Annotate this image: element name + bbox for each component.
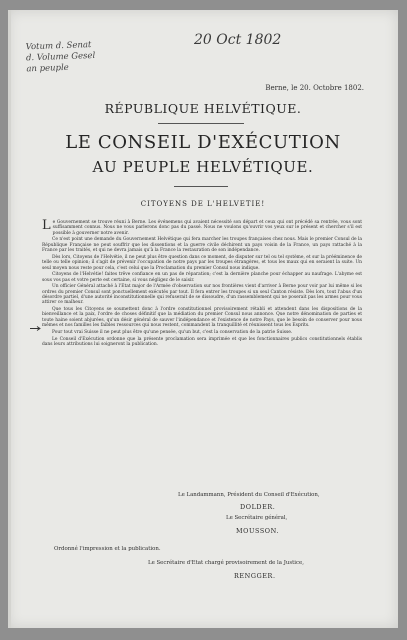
signature-title: Le Secrétaire général, [226, 515, 288, 521]
signature-name: MOUSSON. [236, 527, 280, 535]
signature-name: DOLDER. [240, 503, 276, 511]
signature-title: Le Secrétaire d'Etat chargé provisoirement de la Justice, [148, 560, 304, 566]
signature-title: Le Landammann, Président du Conseil d'Exécution, [178, 492, 320, 498]
paragraph: Que tous les Citoyens se soumettent donc à l'ordre constitutionnel provisoirement rétabli et attendent dans les dispositions de la bienveillance et la paix, l'ordre de choses définitif que la médiation du premier Consul nous annonce. Que notre dénomination de parties et toute haine soient abjurées, qu'un désir général de sauver l'indépendance et l'existence de notre Pays, que le besoin de conserver pour nous mêmes et nos familles les faibles ressources qui nous restent, commandent la tranquillité et réunissent tous les Esprits. [42, 307, 362, 329]
signature-name: RENGGER. [234, 572, 276, 580]
paragraph: Le Gouvernement se trouve réuni à Berne. Les événemens qui avaient nécessité son départ et ceux qui ont précédé sa rentrée, vous sont suffisamment connus. Nous ne vous parlerons donc pas du passé. Nous ne voulons qu'ouvrir vos yeux sur le présent et chercher s'il est possible à gouverner notre avenir. [42, 218, 362, 236]
republic-heading: RÉPUBLIQUE HELVÉTIQUE. [104, 101, 302, 116]
divider [174, 186, 228, 187]
proclamation-sheet [8, 10, 398, 628]
handwritten-line: d. Volume Gesel [25, 50, 96, 64]
handwritten-line: an peuple [26, 62, 69, 75]
divider [158, 123, 244, 124]
proclamation-body [42, 220, 362, 349]
place-date: Berne, le 20. Octobre 1802. [265, 84, 364, 92]
handwritten-note [25, 38, 161, 76]
publication-order: Ordonné l'impression et la publication. [54, 546, 161, 552]
document-title: LE CONSEIL D'EXÉCUTION [65, 132, 341, 153]
paragraph: Ce n'est point une demande du Gouvernement Helvétique qui fera marcher les troupes françaises chez nous. Mais le premier Consul de la République Française ne peut souffrir que les dissentions et la guerre civile déchirent un pays voisin de la France, un pays rattaché à la France par les traités, et qui ne devra jamais qu'à la France la restauration de son indépendance. [42, 237, 362, 254]
paragraph: Un officier Général attaché à l'Etat major de l'Armée d'observation sur nos frontières vient d'arriver à Berne pour voir par lui même si les ordres du premier Consul sont ponctuellement exécutés par tout. Il fera entrer les troupes si un seul Canton résiste. Dès lors, tout l'abus d'un désordre partiel, d'une autorité inconstitutionnelle qui refuserait de se dissoudre, d'un rassemblement qui ne poserait pas les armes pour vous attirer ce malheur. [42, 284, 362, 306]
paragraph: Le Conseil d'Exécution ordonne que la présente proclamation sera imprimée et que les fonctionnaires publics constitutionnels établis dans leurs attributions lui soigneront la publication. [42, 336, 362, 347]
handwritten-line: Votum d. Senat [25, 40, 92, 53]
paragraph: Dès lors, Citoyens de l'Helvétie, il ne peut plus être question dans ce moment, de disputer sur tel ou tel système, et sur la prééminence de telle ou telle opinion; il s'agit de prévenir l'occupation de notre pays par les troupes étrangères, et tous les maux qui en seraient la suite. Un seul moyen nous reste pour cela, c'est celui que la Proclamation du premier Consul nous indique. [42, 254, 362, 271]
document-subtitle: AU PEUPLE HELVÉTIQUE. [92, 158, 314, 176]
handwritten-date: 20 Oct 1802 [194, 32, 282, 48]
salutation: CITOYENS DE L'HELVETIE! [140, 200, 266, 208]
margin-mark-icon [30, 326, 42, 331]
paragraph: Citoyens de l'Helvétie! faites trêve confiance en un pas de réparation; c'est la dernière planche pour échapper au naufrage. L'abyme est sous vos pas et votre perte est certaine, si vous négligez de le saisir. [42, 272, 362, 283]
paragraph: Pour tout vrai Suisse il ne peut plus être qu'une pensée, qu'un but, c'est la conservation de la patrie Suisse. [52, 329, 293, 335]
